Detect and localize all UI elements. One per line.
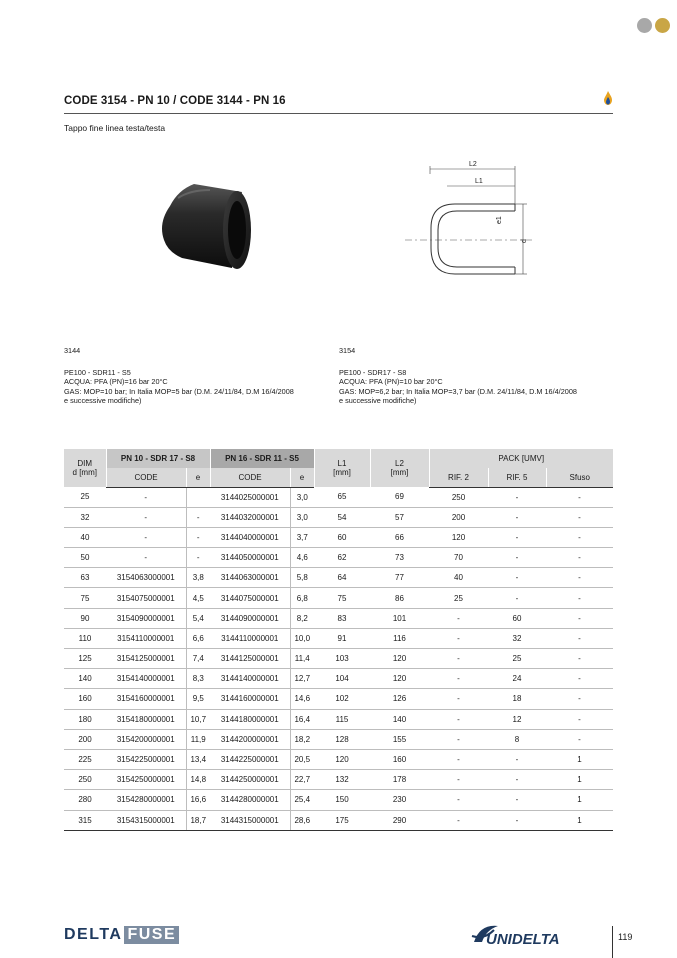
- rif5-cell: -: [488, 588, 546, 608]
- table-row: [64, 649, 613, 669]
- pn10-code-cell: 3154140000001: [106, 669, 186, 689]
- rif5-cell: -: [488, 749, 546, 769]
- sfuso-cell: -: [546, 649, 613, 669]
- pn16-e-cell: 14,6: [290, 689, 314, 709]
- dim-cell: 90: [64, 608, 106, 628]
- table-row: [64, 770, 613, 790]
- pn16-e-cell: 11,4: [290, 649, 314, 669]
- rif5-cell: -: [488, 548, 546, 568]
- rif2-cell: 70: [429, 548, 488, 568]
- table-row: [64, 669, 613, 689]
- footer-divider: [612, 926, 613, 958]
- l1-cell: 102: [314, 689, 370, 709]
- rif2-cell: -: [429, 729, 488, 749]
- pn16-code-cell: 3144025000001: [210, 487, 290, 507]
- code-header: CODE: [106, 468, 186, 487]
- sfuso-cell: -: [546, 608, 613, 628]
- rif5-cell: 18: [488, 689, 546, 709]
- dim-cell: 250: [64, 770, 106, 790]
- rif2-cell: -: [429, 790, 488, 810]
- l1-cell: 62: [314, 548, 370, 568]
- pn16-e-cell: 16,4: [290, 709, 314, 729]
- dim-cell: 160: [64, 689, 106, 709]
- l1-cell: 54: [314, 507, 370, 527]
- rif2-cell: 25: [429, 588, 488, 608]
- l1-cell: 91: [314, 628, 370, 648]
- l1-cell: 128: [314, 729, 370, 749]
- sfuso-cell: -: [546, 548, 613, 568]
- table-row: [64, 709, 613, 729]
- pn16-e-cell: 4,6: [290, 548, 314, 568]
- pn10-e-cell: 9,5: [186, 689, 210, 709]
- l2-cell: 101: [370, 608, 429, 628]
- rif5-cell: 24: [488, 669, 546, 689]
- spec-line: PE100 - SDR17 - S8: [339, 367, 407, 377]
- l2-cell: 230: [370, 790, 429, 810]
- rif2-cell: -: [429, 749, 488, 769]
- l2-cell: 155: [370, 729, 429, 749]
- gold-dot-icon: [655, 18, 670, 33]
- spec-line: e successive modifiche): [64, 396, 142, 406]
- l2-cell: 160: [370, 749, 429, 769]
- l1-cell: 65: [314, 487, 370, 507]
- spec-line: ACQUA: PFA (PN)=16 bar 20°C: [64, 377, 168, 387]
- end-cap-photo: [150, 178, 260, 273]
- l2-cell: 86: [370, 588, 429, 608]
- spec-line: GAS: MOP=10 bar; In Italia MOP=5 bar (D.M. 24/11/84, D.M 16/4/2008: [64, 386, 294, 396]
- code-header: CODE: [210, 468, 290, 487]
- pn10-e-cell: 5,4: [186, 608, 210, 628]
- pn16-code-cell: 3144280000001: [210, 790, 290, 810]
- pn16-e-cell: 20,5: [290, 749, 314, 769]
- rif5-cell: -: [488, 790, 546, 810]
- water-gas-flame-icon: [602, 90, 614, 106]
- pn10-code-cell: 3154110000001: [106, 628, 186, 648]
- dim-header: DIM d [mm]: [64, 449, 106, 487]
- spec-code: 3144: [64, 346, 81, 355]
- sfuso-cell: -: [546, 669, 613, 689]
- l2-label: L2: [469, 161, 477, 168]
- dim-cell: 75: [64, 588, 106, 608]
- table-row: [64, 810, 613, 830]
- product-subtitle: Tappo fine linea testa/testa: [64, 123, 166, 133]
- sfuso-cell: -: [546, 487, 613, 507]
- pn16-e-cell: 5,8: [290, 568, 314, 588]
- pn10-e-cell: 16,6: [186, 790, 210, 810]
- rif2-cell: 120: [429, 527, 488, 547]
- gray-dot-icon: [637, 18, 652, 33]
- l1-cell: 120: [314, 749, 370, 769]
- title-divider: [64, 113, 613, 114]
- dim-cell: 50: [64, 548, 106, 568]
- pn16-code-cell: 3144050000001: [210, 548, 290, 568]
- table-row: [64, 689, 613, 709]
- dim-cell: 110: [64, 628, 106, 648]
- pn10-e-cell: 10,7: [186, 709, 210, 729]
- pn16-e-cell: 3,0: [290, 507, 314, 527]
- page-number: 119: [618, 932, 633, 942]
- sfuso-cell: 1: [546, 810, 613, 830]
- unidelta-logo-text: UNIDELTA: [486, 931, 560, 948]
- l1-cell: 150: [314, 790, 370, 810]
- l2-cell: 178: [370, 770, 429, 790]
- e-header: e: [186, 468, 210, 487]
- l1-cell: 103: [314, 649, 370, 669]
- l2-header: L2 [mm]: [370, 449, 429, 487]
- dim-cell: 63: [64, 568, 106, 588]
- sfuso-cell: 1: [546, 770, 613, 790]
- l2-cell: 120: [370, 649, 429, 669]
- dim-cell: 140: [64, 669, 106, 689]
- top-color-dots: [637, 18, 670, 33]
- rif5-cell: 8: [488, 729, 546, 749]
- l1-label: L1: [475, 178, 483, 185]
- table-row: [64, 628, 613, 648]
- rif5-cell: -: [488, 770, 546, 790]
- pn10-e-cell: -: [186, 548, 210, 568]
- l1-cell: 83: [314, 608, 370, 628]
- rif5-cell: -: [488, 507, 546, 527]
- pn10-e-cell: 7,4: [186, 649, 210, 669]
- pn10-code-cell: -: [106, 527, 186, 547]
- l1-cell: 75: [314, 588, 370, 608]
- pn16-code-cell: 3144032000001: [210, 507, 290, 527]
- dim-cell: 125: [64, 649, 106, 669]
- table-row: [64, 527, 613, 547]
- pn16-e-cell: 10,0: [290, 628, 314, 648]
- pn10-code-cell: 3154180000001: [106, 709, 186, 729]
- pn16-e-cell: 8,2: [290, 608, 314, 628]
- pn10-code-cell: 3154315000001: [106, 810, 186, 830]
- l2-cell: 77: [370, 568, 429, 588]
- dim-cell: 315: [64, 810, 106, 830]
- table-row: [64, 608, 613, 628]
- pn16-code-cell: 3144225000001: [210, 749, 290, 769]
- rif5-cell: -: [488, 487, 546, 507]
- rif5-cell: 32: [488, 628, 546, 648]
- dim-cell: 180: [64, 709, 106, 729]
- l2-cell: 116: [370, 628, 429, 648]
- pn16-e-cell: 3,0: [290, 487, 314, 507]
- spec-3154: [339, 346, 609, 406]
- pn16-e-cell: 3,7: [290, 527, 314, 547]
- pack-header: PACK [UMV]: [429, 449, 613, 468]
- rif5-cell: -: [488, 810, 546, 830]
- product-table: [64, 449, 613, 831]
- rif5-cell: 12: [488, 709, 546, 729]
- rif2-cell: -: [429, 669, 488, 689]
- rif2-cell: -: [429, 810, 488, 830]
- pn16-code-cell: 3144140000001: [210, 669, 290, 689]
- pn10-e-cell: 14,8: [186, 770, 210, 790]
- pn10-code-cell: 3154063000001: [106, 568, 186, 588]
- pn16-code-cell: 3144090000001: [210, 608, 290, 628]
- pn10-code-cell: 3154160000001: [106, 689, 186, 709]
- l2-cell: 120: [370, 669, 429, 689]
- pn10-e-cell: 6,6: [186, 628, 210, 648]
- pn16-e-cell: 6,8: [290, 588, 314, 608]
- rif2-cell: -: [429, 628, 488, 648]
- dim-cell: 225: [64, 749, 106, 769]
- table-row: [64, 588, 613, 608]
- rif2-header: RIF. 2: [429, 468, 488, 487]
- sfuso-cell: -: [546, 628, 613, 648]
- sfuso-cell: 1: [546, 749, 613, 769]
- pn10-e-cell: 18,7: [186, 810, 210, 830]
- pn16-code-cell: 3144125000001: [210, 649, 290, 669]
- rif2-cell: -: [429, 608, 488, 628]
- sfuso-cell: -: [546, 527, 613, 547]
- l2-cell: 126: [370, 689, 429, 709]
- rif2-cell: 40: [429, 568, 488, 588]
- pn10-code-cell: 3154125000001: [106, 649, 186, 669]
- pn10-code-cell: -: [106, 548, 186, 568]
- pn10-code-cell: 3154225000001: [106, 749, 186, 769]
- pn10-e-cell: 8,3: [186, 669, 210, 689]
- dim-cell: 32: [64, 507, 106, 527]
- pn10-code-cell: -: [106, 487, 186, 507]
- pn10-e-cell: 3,8: [186, 568, 210, 588]
- spec-line: ACQUA: PFA (PN)=10 bar 20°C: [339, 377, 443, 387]
- pn10-e-cell: [186, 487, 210, 507]
- sfuso-header: Sfuso: [546, 468, 613, 487]
- e1-label: e1: [496, 216, 503, 224]
- sfuso-cell: 1: [546, 790, 613, 810]
- pn16-code-cell: 3144063000001: [210, 568, 290, 588]
- technical-drawing: [405, 158, 545, 288]
- dim-cell: 40: [64, 527, 106, 547]
- table-body: [64, 487, 613, 830]
- unidelta-logo: [470, 920, 605, 950]
- spec-line: e successive modifiche): [339, 396, 417, 406]
- rif5-cell: 60: [488, 608, 546, 628]
- l1-cell: 115: [314, 709, 370, 729]
- sfuso-cell: -: [546, 588, 613, 608]
- spec-code: 3154: [339, 346, 356, 355]
- e-header: e: [290, 468, 314, 487]
- rif2-cell: -: [429, 709, 488, 729]
- l1-cell: 132: [314, 770, 370, 790]
- table-row: [64, 487, 613, 507]
- d-label: d: [521, 239, 528, 243]
- pn16-code-cell: 3144075000001: [210, 588, 290, 608]
- dim-cell: 280: [64, 790, 106, 810]
- rif2-cell: -: [429, 689, 488, 709]
- sfuso-cell: -: [546, 729, 613, 749]
- pn16-e-cell: 25,4: [290, 790, 314, 810]
- l2-cell: 290: [370, 810, 429, 830]
- dim-cell: 200: [64, 729, 106, 749]
- rif5-cell: -: [488, 527, 546, 547]
- l1-header: L1 [mm]: [314, 449, 370, 487]
- pn10-code-cell: 3154090000001: [106, 608, 186, 628]
- pn10-code-cell: 3154075000001: [106, 588, 186, 608]
- table-row: [64, 790, 613, 810]
- l2-cell: 66: [370, 527, 429, 547]
- pn16-e-cell: 22,7: [290, 770, 314, 790]
- rif2-cell: -: [429, 770, 488, 790]
- spec-3144: [64, 346, 334, 406]
- pn16-code-cell: 3144315000001: [210, 810, 290, 830]
- pn16-code-cell: 3144040000001: [210, 527, 290, 547]
- dim-cell: 25: [64, 487, 106, 507]
- pn16-e-cell: 28,6: [290, 810, 314, 830]
- sfuso-cell: -: [546, 709, 613, 729]
- l1-cell: 60: [314, 527, 370, 547]
- pn16-e-cell: 12,7: [290, 669, 314, 689]
- l2-cell: 57: [370, 507, 429, 527]
- pn10-header: PN 10 - SDR 17 - S8: [106, 449, 210, 468]
- spec-line: PE100 - SDR11 - S5: [64, 367, 131, 377]
- pn10-code-cell: -: [106, 507, 186, 527]
- l1-cell: 104: [314, 669, 370, 689]
- pn10-code-cell: 3154200000001: [106, 729, 186, 749]
- pn10-e-cell: 11,9: [186, 729, 210, 749]
- table-row: [64, 507, 613, 527]
- sfuso-cell: -: [546, 689, 613, 709]
- pn16-code-cell: 3144250000001: [210, 770, 290, 790]
- pn16-code-cell: 3144180000001: [210, 709, 290, 729]
- table-row: [64, 568, 613, 588]
- rif5-cell: -: [488, 568, 546, 588]
- pn10-e-cell: -: [186, 527, 210, 547]
- pn16-header: PN 16 - SDR 11 - S5: [210, 449, 314, 468]
- pn10-e-cell: 13,4: [186, 749, 210, 769]
- table-row: [64, 749, 613, 769]
- rif2-cell: 250: [429, 487, 488, 507]
- spec-line: GAS: MOP=6,2 bar; In Italia MOP=3,7 bar (D.M. 24/11/84, D.M 16/4/2008: [339, 386, 577, 396]
- l1-cell: 175: [314, 810, 370, 830]
- rif2-cell: -: [429, 649, 488, 669]
- pn10-code-cell: 3154250000001: [106, 770, 186, 790]
- pn16-e-cell: 18,2: [290, 729, 314, 749]
- table-header-row: [64, 449, 613, 468]
- pn10-code-cell: 3154280000001: [106, 790, 186, 810]
- l2-cell: 140: [370, 709, 429, 729]
- page-title: CODE 3154 - PN 10 / CODE 3144 - PN 16: [64, 95, 286, 107]
- sfuso-cell: -: [546, 507, 613, 527]
- pn10-e-cell: 4,5: [186, 588, 210, 608]
- table-row: [64, 729, 613, 749]
- deltafuse-logo: DELTA FUSE: [64, 926, 179, 944]
- pn10-e-cell: -: [186, 507, 210, 527]
- pn16-code-cell: 3144110000001: [210, 628, 290, 648]
- l2-cell: 69: [370, 487, 429, 507]
- l1-cell: 64: [314, 568, 370, 588]
- l2-cell: 73: [370, 548, 429, 568]
- rif2-cell: 200: [429, 507, 488, 527]
- rif5-cell: 25: [488, 649, 546, 669]
- table-row: [64, 548, 613, 568]
- pn16-code-cell: 3144160000001: [210, 689, 290, 709]
- pn16-code-cell: 3144200000001: [210, 729, 290, 749]
- sfuso-cell: -: [546, 568, 613, 588]
- rif5-header: RIF. 5: [488, 468, 546, 487]
